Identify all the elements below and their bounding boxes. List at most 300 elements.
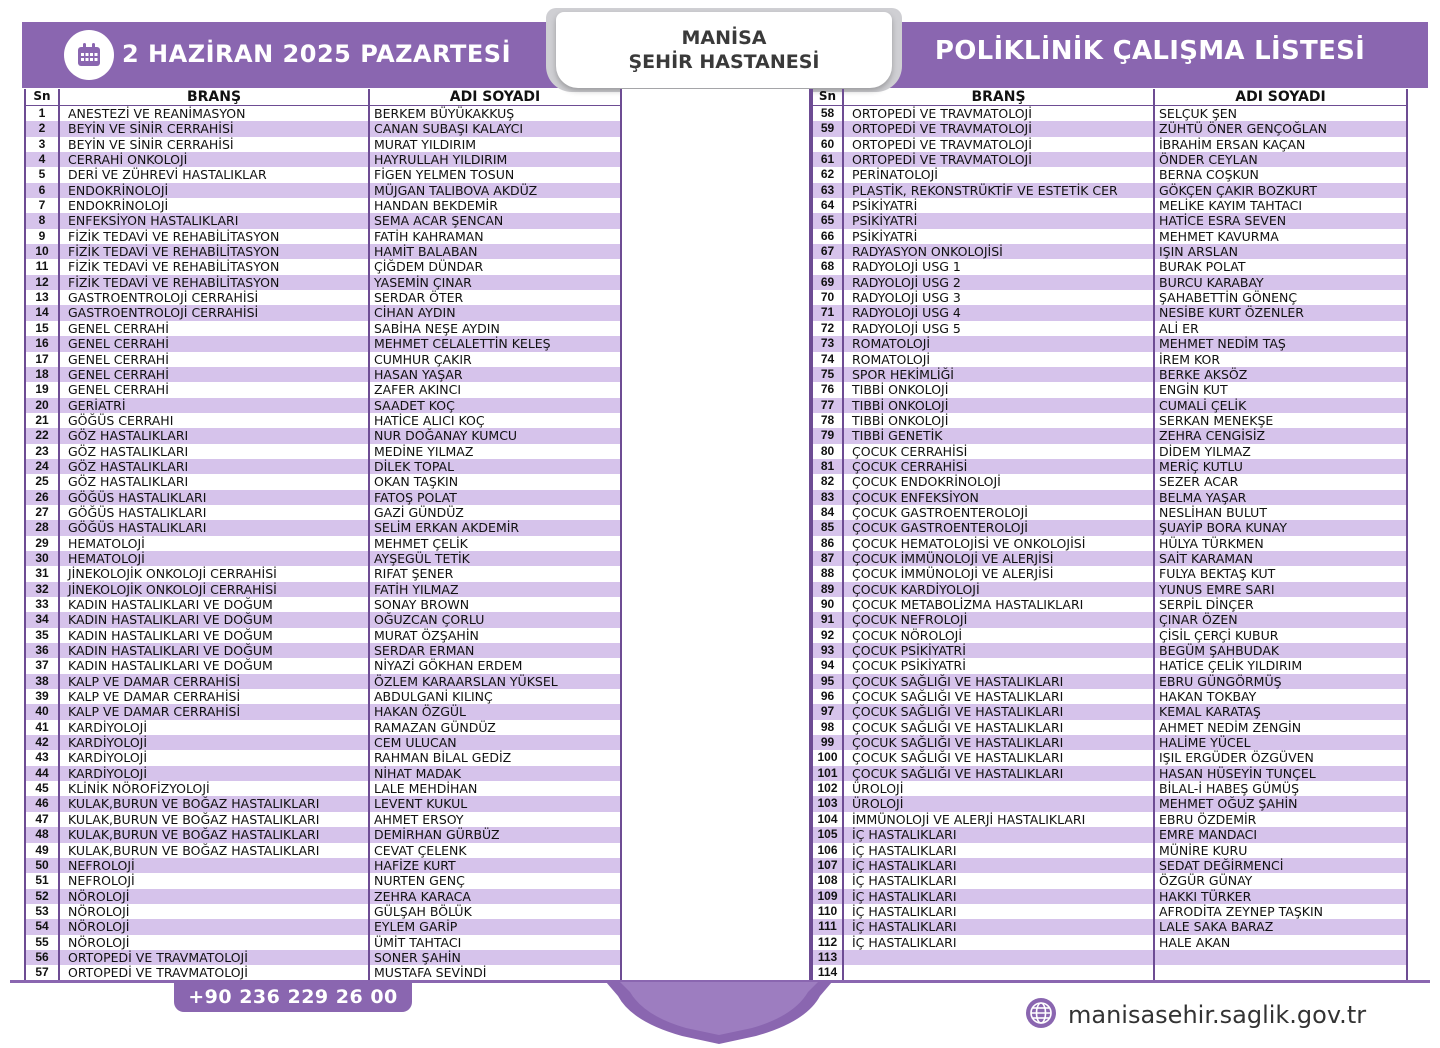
table-row bbox=[813, 505, 1406, 520]
row-number: 109 bbox=[813, 889, 844, 904]
row-department: KALP VE DAMAR CERRAHİSİ bbox=[60, 704, 370, 719]
row-number: 84 bbox=[813, 505, 844, 520]
row-number: 82 bbox=[813, 474, 844, 489]
row-department: KARDİYOLOJİ bbox=[60, 766, 370, 781]
table-row bbox=[813, 352, 1406, 367]
row-department: GENEL CERRAHİ bbox=[60, 382, 370, 397]
table-row bbox=[26, 919, 620, 934]
table-row bbox=[813, 275, 1406, 290]
row-doctor-name: MEHMET KAVURMA bbox=[1159, 228, 1279, 244]
row-department: GENEL CERRAHİ bbox=[60, 367, 370, 382]
row-number: 42 bbox=[26, 735, 60, 750]
row-number: 106 bbox=[813, 843, 844, 858]
row-number: 113 bbox=[813, 950, 844, 965]
row-doctor-name: ÖNDER CEYLAN bbox=[1159, 152, 1258, 168]
row-number: 67 bbox=[813, 244, 844, 259]
row-department bbox=[844, 965, 1155, 980]
row-department: ÇOCUK GASTROENTEROLOJİ bbox=[844, 520, 1155, 535]
table-row bbox=[813, 904, 1406, 919]
row-doctor-name: MEHMET OĞUZ ŞAHİN bbox=[1159, 796, 1298, 812]
row-doctor-name: SEZER ACAR bbox=[1159, 474, 1239, 490]
table-row bbox=[813, 965, 1406, 980]
row-number: 7 bbox=[26, 198, 60, 213]
row-number: 33 bbox=[26, 597, 60, 612]
row-number: 103 bbox=[813, 796, 844, 811]
row-number: 31 bbox=[26, 566, 60, 581]
column-header-brans: BRANŞ bbox=[60, 89, 370, 105]
table-row bbox=[26, 490, 620, 505]
table-row bbox=[813, 413, 1406, 428]
row-number: 23 bbox=[26, 444, 60, 459]
footer-tab-decoration bbox=[606, 982, 832, 1044]
row-doctor-name: DEMİRHAN GÜRBÜZ bbox=[374, 827, 500, 843]
table-row bbox=[26, 827, 620, 842]
row-doctor-name: HALİME YÜCEL bbox=[1159, 735, 1251, 751]
row-doctor-name: İREM KOR bbox=[1159, 351, 1221, 367]
calendar-badge bbox=[64, 30, 114, 80]
row-number: 87 bbox=[813, 551, 844, 566]
row-doctor-name: DİDEM YILMAZ bbox=[1159, 443, 1251, 459]
row-doctor-name: MEDİNE YILMAZ bbox=[374, 443, 474, 459]
row-number: 77 bbox=[813, 398, 844, 413]
row-department: ÇOCUK ENDOKRİNOLOJİ bbox=[844, 474, 1155, 489]
row-doctor-name: MEHMET ÇELİK bbox=[374, 535, 468, 551]
table-row bbox=[26, 873, 620, 888]
row-doctor-name: AHMET ERSOY bbox=[374, 811, 464, 827]
row-number: 24 bbox=[26, 459, 60, 474]
row-number: 50 bbox=[26, 858, 60, 873]
table-row bbox=[813, 321, 1406, 336]
table-row bbox=[26, 643, 620, 658]
row-department: ENFEKSİYON HASTALIKLARI bbox=[60, 213, 370, 228]
row-doctor-name: SERKAN MENEKŞE bbox=[1159, 412, 1274, 428]
row-department: GÖĞÜS HASTALIKLARI bbox=[60, 490, 370, 505]
row-number: 70 bbox=[813, 290, 844, 305]
row-department: PSİKİYATRİ bbox=[844, 229, 1155, 244]
row-doctor-name: MÜJGAN TALIBOVA AKDÜZ bbox=[374, 182, 538, 198]
row-doctor-name: CEVAT ÇELENK bbox=[374, 842, 467, 858]
row-doctor-name: BERKE AKSÖZ bbox=[1159, 366, 1248, 382]
row-number: 102 bbox=[813, 781, 844, 796]
row-number: 48 bbox=[26, 827, 60, 842]
table-row bbox=[26, 336, 620, 351]
table-row bbox=[813, 137, 1406, 152]
row-doctor-name: GÖKÇEN ÇAKIR BOZKURT bbox=[1159, 182, 1317, 198]
row-number: 1 bbox=[26, 106, 60, 121]
row-department: TIBBİ GENETİK bbox=[844, 428, 1155, 443]
row-number: 30 bbox=[26, 551, 60, 566]
row-doctor-name: IŞIN ARSLAN bbox=[1159, 244, 1238, 260]
row-department: GÖĞÜS HASTALIKLARI bbox=[60, 520, 370, 535]
row-number: 14 bbox=[26, 305, 60, 320]
column-header-name: ADI SOYADI bbox=[1235, 89, 1326, 105]
row-doctor-name: MÜNİRE KURU bbox=[1159, 842, 1248, 858]
row-department: ANESTEZİ VE REANİMASYON bbox=[60, 106, 370, 121]
row-number: 86 bbox=[813, 536, 844, 551]
row-doctor-name bbox=[1155, 950, 1406, 965]
row-number: 43 bbox=[26, 750, 60, 765]
table-row bbox=[26, 766, 620, 781]
table-row bbox=[813, 244, 1406, 259]
table-row bbox=[813, 474, 1406, 489]
row-number: 65 bbox=[813, 213, 844, 228]
row-doctor-name: CEM ULUCAN bbox=[374, 735, 457, 751]
row-number: 27 bbox=[26, 505, 60, 520]
row-department: PLASTİK, REKONSTRÜKTİF VE ESTETİK CER bbox=[844, 183, 1155, 198]
table-row bbox=[26, 689, 620, 704]
row-department: ROMATOLOJİ bbox=[844, 352, 1155, 367]
row-department: GASTROENTROLOJİ CERRAHİSİ bbox=[60, 290, 370, 305]
row-number: 32 bbox=[26, 582, 60, 597]
row-number: 100 bbox=[813, 750, 844, 765]
row-department: GÖZ HASTALIKLARI bbox=[60, 474, 370, 489]
row-doctor-name: HAMİT BALABAN bbox=[374, 244, 478, 260]
row-doctor-name: YUNUS EMRE SARI bbox=[1159, 581, 1275, 597]
row-doctor-name: SONAY BROWN bbox=[374, 597, 470, 612]
row-department: ORTOPEDİ VE TRAVMATOLOJİ bbox=[60, 965, 370, 980]
table-row bbox=[26, 167, 620, 182]
row-number: 90 bbox=[813, 597, 844, 612]
table-row bbox=[26, 935, 620, 950]
row-department: İÇ HASTALIKLARI bbox=[844, 919, 1155, 934]
table-row bbox=[26, 259, 620, 274]
table-row bbox=[26, 213, 620, 228]
row-department: ORTOPEDİ VE TRAVMATOLOJİ bbox=[844, 152, 1155, 167]
row-number: 58 bbox=[813, 106, 844, 121]
table-row bbox=[813, 750, 1406, 765]
row-department: NÖROLOJİ bbox=[60, 935, 370, 950]
row-doctor-name: LALE MEHDİHAN bbox=[374, 781, 478, 797]
row-number: 4 bbox=[26, 152, 60, 167]
table-row bbox=[26, 520, 620, 535]
row-doctor-name: AYŞEGÜL TETİK bbox=[374, 550, 470, 566]
row-department: ÇOCUK CERRAHİSİ bbox=[844, 444, 1155, 459]
row-number: 54 bbox=[26, 919, 60, 934]
row-number: 36 bbox=[26, 643, 60, 658]
row-number: 12 bbox=[26, 275, 60, 290]
table-row bbox=[26, 889, 620, 904]
table-row bbox=[26, 305, 620, 320]
table-row bbox=[26, 137, 620, 152]
row-doctor-name: RAHMAN BİLAL GEDİZ bbox=[374, 750, 512, 766]
row-number: 49 bbox=[26, 843, 60, 858]
row-doctor-name: HASAN HÜSEYİN TUNÇEL bbox=[1159, 765, 1316, 781]
row-number: 55 bbox=[26, 935, 60, 950]
row-doctor-name: SERPİL DİNÇER bbox=[1159, 597, 1254, 612]
row-number: 20 bbox=[26, 398, 60, 413]
row-doctor-name: NİHAT MADAK bbox=[374, 765, 462, 781]
row-department: GASTROENTROLOJİ CERRAHİSİ bbox=[60, 305, 370, 320]
row-doctor-name: MURAT YILDIRIM bbox=[374, 136, 477, 152]
table-row bbox=[26, 812, 620, 827]
row-doctor-name: ZAFER AKINCI bbox=[374, 382, 462, 398]
table-header bbox=[26, 89, 620, 106]
row-department: İÇ HASTALIKLARI bbox=[844, 889, 1155, 904]
row-doctor-name: FATİH KAHRAMAN bbox=[374, 228, 484, 244]
row-department: ÇOCUK SAĞLIĞI VE HASTALIKLARI bbox=[844, 766, 1155, 781]
row-number: 96 bbox=[813, 689, 844, 704]
row-department: RADYOLOJİ USG 5 bbox=[844, 321, 1155, 336]
row-department: İÇ HASTALIKLARI bbox=[844, 935, 1155, 950]
row-department: ÇOCUK SAĞLIĞI VE HASTALIKLARI bbox=[844, 674, 1155, 689]
row-number: 73 bbox=[813, 336, 844, 351]
row-number: 45 bbox=[26, 781, 60, 796]
row-doctor-name: ÇINAR ÖZEN bbox=[1159, 612, 1238, 628]
table-row bbox=[813, 950, 1406, 965]
row-doctor-name: ABDULGANİ KILINÇ bbox=[374, 689, 493, 705]
row-doctor-name: GAZİ GÜNDÜZ bbox=[374, 504, 464, 520]
row-number: 105 bbox=[813, 827, 844, 842]
table-row bbox=[813, 167, 1406, 182]
row-department: ÇOCUK CERRAHİSİ bbox=[844, 459, 1155, 474]
row-department: FİZİK TEDAVİ VE REHABİLİTASYON bbox=[60, 275, 370, 290]
table-row bbox=[26, 398, 620, 413]
row-doctor-name: RAMAZAN GÜNDÜZ bbox=[374, 719, 496, 735]
row-doctor-name: HASAN YAŞAR bbox=[374, 366, 463, 382]
table-row bbox=[813, 812, 1406, 827]
row-doctor-name: OĞUZCAN ÇORLU bbox=[374, 612, 485, 628]
table-row bbox=[26, 275, 620, 290]
row-department: ÇOCUK SAĞLIĞI VE HASTALIKLARI bbox=[844, 735, 1155, 750]
row-number: 72 bbox=[813, 321, 844, 336]
row-doctor-name: NİYAZİ GÖKHAN ERDEM bbox=[374, 658, 523, 674]
row-doctor-name: BERNA COŞKUN bbox=[1159, 167, 1259, 183]
row-number: 97 bbox=[813, 704, 844, 719]
header-date: 2 HAZİRAN 2025 PAZARTESİ bbox=[122, 40, 512, 68]
table-row bbox=[26, 750, 620, 765]
calendar-icon bbox=[75, 41, 103, 69]
table-row bbox=[26, 244, 620, 259]
row-doctor-name bbox=[1155, 965, 1406, 980]
table-row bbox=[813, 704, 1406, 719]
row-doctor-name: IŞIL ERGÜDER ÖZGÜVEN bbox=[1159, 750, 1314, 766]
list-title: POLİKLİNİK ÇALIŞMA LİSTESİ bbox=[934, 36, 1366, 66]
row-doctor-name: GÜLŞAH BÖLÜK bbox=[374, 903, 472, 919]
table-row bbox=[813, 367, 1406, 382]
row-department: HEMATOLOJİ bbox=[60, 536, 370, 551]
row-doctor-name: AHMET NEDİM ZENGİN bbox=[1159, 719, 1302, 735]
table-row bbox=[26, 582, 620, 597]
row-department: ÇOCUK ENFEKSİYON bbox=[844, 490, 1155, 505]
table-row bbox=[813, 658, 1406, 673]
table-row bbox=[813, 183, 1406, 198]
row-number: 52 bbox=[26, 889, 60, 904]
row-department: ÇOCUK PSİKİYATRİ bbox=[844, 643, 1155, 658]
table-row bbox=[26, 858, 620, 873]
table-row bbox=[813, 643, 1406, 658]
row-department: PERİNATOLOJİ bbox=[844, 167, 1155, 182]
row-number: 25 bbox=[26, 474, 60, 489]
table-row bbox=[813, 444, 1406, 459]
row-number: 94 bbox=[813, 658, 844, 673]
table-row bbox=[26, 704, 620, 719]
row-doctor-name: RIFAT ŞENER bbox=[374, 566, 454, 582]
row-department: GENEL CERRAHİ bbox=[60, 336, 370, 351]
row-doctor-name: CANAN SUBAŞI KALAYCI bbox=[374, 121, 524, 137]
table-row bbox=[813, 919, 1406, 934]
table-row bbox=[813, 889, 1406, 904]
row-department: ORTOPEDİ VE TRAVMATOLOJİ bbox=[60, 950, 370, 965]
row-department: NÖROLOJİ bbox=[60, 904, 370, 919]
row-department: BEYİN VE SİNİR CERRAHİSİ bbox=[60, 121, 370, 136]
table-row bbox=[26, 843, 620, 858]
row-department: KADIN HASTALIKLARI VE DOĞUM bbox=[60, 628, 370, 643]
row-department: KLİNİK NÖROFİZYOLOJİ bbox=[60, 781, 370, 796]
row-doctor-name: CUMHUR ÇAKIR bbox=[374, 351, 472, 367]
row-number: 62 bbox=[813, 167, 844, 182]
table-row bbox=[26, 183, 620, 198]
table-row bbox=[813, 597, 1406, 612]
row-doctor-name: AFRODİTA ZEYNEP TAŞKIN bbox=[1159, 903, 1324, 919]
row-number: 10 bbox=[26, 244, 60, 259]
row-department: KULAK,BURUN VE BOĞAZ HASTALIKLARI bbox=[60, 812, 370, 827]
row-number: 51 bbox=[26, 873, 60, 888]
row-number: 6 bbox=[26, 183, 60, 198]
row-number: 17 bbox=[26, 352, 60, 367]
row-department: KADIN HASTALIKLARI VE DOĞUM bbox=[60, 597, 370, 612]
schedule-table-right bbox=[811, 89, 1408, 980]
row-number: 28 bbox=[26, 520, 60, 535]
row-number: 76 bbox=[813, 382, 844, 397]
table-row bbox=[26, 505, 620, 520]
row-doctor-name: İBRAHİM ERSAN KAÇAN bbox=[1159, 136, 1306, 152]
row-doctor-name: HAKAN TOKBAY bbox=[1159, 689, 1257, 705]
row-doctor-name: CUMALİ ÇELİK bbox=[1159, 397, 1247, 413]
table-row bbox=[813, 796, 1406, 811]
row-doctor-name: CİHAN AYDIN bbox=[374, 305, 456, 321]
table-row bbox=[813, 858, 1406, 873]
row-doctor-name: HÜLYA TÜRKMEN bbox=[1159, 535, 1264, 551]
table-body bbox=[813, 106, 1406, 981]
row-number: 46 bbox=[26, 796, 60, 811]
row-number: 22 bbox=[26, 428, 60, 443]
table-row bbox=[813, 720, 1406, 735]
row-number: 44 bbox=[26, 766, 60, 781]
row-department: RADYOLOJİ USG 1 bbox=[844, 259, 1155, 274]
row-number: 85 bbox=[813, 520, 844, 535]
row-doctor-name: ÇİSİL ÇERÇİ KUBUR bbox=[1159, 627, 1279, 643]
row-department: ÇOCUK SAĞLIĞI VE HASTALIKLARI bbox=[844, 704, 1155, 719]
row-number: 80 bbox=[813, 444, 844, 459]
row-doctor-name: HATİCE ALICI KOÇ bbox=[374, 412, 485, 428]
row-doctor-name: ZEHRA CENGİSİZ bbox=[1159, 428, 1266, 444]
row-doctor-name: ŞAHABETTİN GÖNENÇ bbox=[1159, 290, 1298, 306]
row-number: 5 bbox=[26, 167, 60, 182]
row-number: 74 bbox=[813, 352, 844, 367]
row-number: 64 bbox=[813, 198, 844, 213]
schedule-table-left bbox=[24, 89, 622, 980]
row-department: KADIN HASTALIKLARI VE DOĞUM bbox=[60, 612, 370, 627]
website-link[interactable]: manisasehir.saglik.gov.tr bbox=[1068, 1001, 1367, 1029]
row-department: KARDİYOLOJİ bbox=[60, 735, 370, 750]
row-department: ÜROLOJİ bbox=[844, 781, 1155, 796]
row-department: HEMATOLOJİ bbox=[60, 551, 370, 566]
table-row bbox=[26, 735, 620, 750]
row-department: PSİKİYATRİ bbox=[844, 213, 1155, 228]
column-header-brans: BRANŞ bbox=[844, 89, 1155, 105]
row-number: 3 bbox=[26, 137, 60, 152]
table-row bbox=[26, 536, 620, 551]
row-doctor-name: ZEHRA KARACA bbox=[374, 888, 471, 904]
row-number: 81 bbox=[813, 459, 844, 474]
table-body bbox=[26, 106, 620, 981]
row-doctor-name: MURAT ÖZŞAHİN bbox=[374, 627, 479, 643]
row-number: 91 bbox=[813, 612, 844, 627]
table-row bbox=[813, 213, 1406, 228]
row-department: GENEL CERRAHİ bbox=[60, 321, 370, 336]
row-department: KALP VE DAMAR CERRAHİSİ bbox=[60, 689, 370, 704]
table-row bbox=[26, 904, 620, 919]
row-department: ÇOCUK PSİKİYATRİ bbox=[844, 658, 1155, 673]
row-department: GÖZ HASTALIKLARI bbox=[60, 444, 370, 459]
row-number: 69 bbox=[813, 275, 844, 290]
row-number: 66 bbox=[813, 229, 844, 244]
row-number: 79 bbox=[813, 428, 844, 443]
row-department: CERRAHİ ONKOLOJİ bbox=[60, 152, 370, 167]
table-row bbox=[813, 520, 1406, 535]
table-row bbox=[813, 674, 1406, 689]
row-department: GENEL CERRAHİ bbox=[60, 352, 370, 367]
row-department: KADIN HASTALIKLARI VE DOĞUM bbox=[60, 643, 370, 658]
row-number: 83 bbox=[813, 490, 844, 505]
table-row bbox=[813, 873, 1406, 888]
row-department bbox=[844, 950, 1155, 965]
table-row bbox=[813, 582, 1406, 597]
row-department: GÖĞÜS HASTALIKLARI bbox=[60, 505, 370, 520]
table-row bbox=[813, 106, 1406, 121]
row-department: BEYİN VE SİNİR CERRAHİSİ bbox=[60, 137, 370, 152]
row-doctor-name: LEVENT KUKUL bbox=[374, 796, 468, 812]
row-doctor-name: EMRE MANDACI bbox=[1159, 827, 1258, 843]
row-number: 68 bbox=[813, 259, 844, 274]
row-number: 98 bbox=[813, 720, 844, 735]
row-number: 11 bbox=[26, 259, 60, 274]
row-department: TIBBİ ONKOLOJİ bbox=[844, 413, 1155, 428]
row-number: 29 bbox=[26, 536, 60, 551]
row-doctor-name: NUR DOĞANAY KUMCU bbox=[374, 428, 518, 444]
table-row bbox=[26, 551, 620, 566]
row-doctor-name: MEHMET NEDİM TAŞ bbox=[1159, 336, 1286, 352]
row-number: 18 bbox=[26, 367, 60, 382]
table-row bbox=[813, 428, 1406, 443]
row-number: 110 bbox=[813, 904, 844, 919]
table-row bbox=[813, 566, 1406, 581]
hospital-name bbox=[556, 26, 892, 74]
table-row bbox=[26, 796, 620, 811]
table-row bbox=[26, 367, 620, 382]
table-row bbox=[26, 413, 620, 428]
row-department: NÖROLOJİ bbox=[60, 889, 370, 904]
row-department: ÇOCUK SAĞLIĞI VE HASTALIKLARI bbox=[844, 750, 1155, 765]
row-department: KALP VE DAMAR CERRAHİSİ bbox=[60, 674, 370, 689]
row-department: İÇ HASTALIKLARI bbox=[844, 858, 1155, 873]
table-row bbox=[26, 198, 620, 213]
globe-icon bbox=[1024, 996, 1058, 1030]
row-doctor-name: BURCU KARABAY bbox=[1159, 274, 1264, 290]
row-department: KADIN HASTALIKLARI VE DOĞUM bbox=[60, 658, 370, 673]
table-row bbox=[813, 152, 1406, 167]
row-department: ROMATOLOJİ bbox=[844, 336, 1155, 351]
column-header-sn: Sn bbox=[26, 89, 60, 105]
row-doctor-name: MELİKE KAYIM TAHTACI bbox=[1159, 198, 1303, 214]
row-number: 56 bbox=[26, 950, 60, 965]
row-number: 15 bbox=[26, 321, 60, 336]
table-row bbox=[26, 121, 620, 136]
table-row bbox=[26, 290, 620, 305]
row-number: 104 bbox=[813, 812, 844, 827]
row-number: 71 bbox=[813, 305, 844, 320]
row-number: 107 bbox=[813, 858, 844, 873]
